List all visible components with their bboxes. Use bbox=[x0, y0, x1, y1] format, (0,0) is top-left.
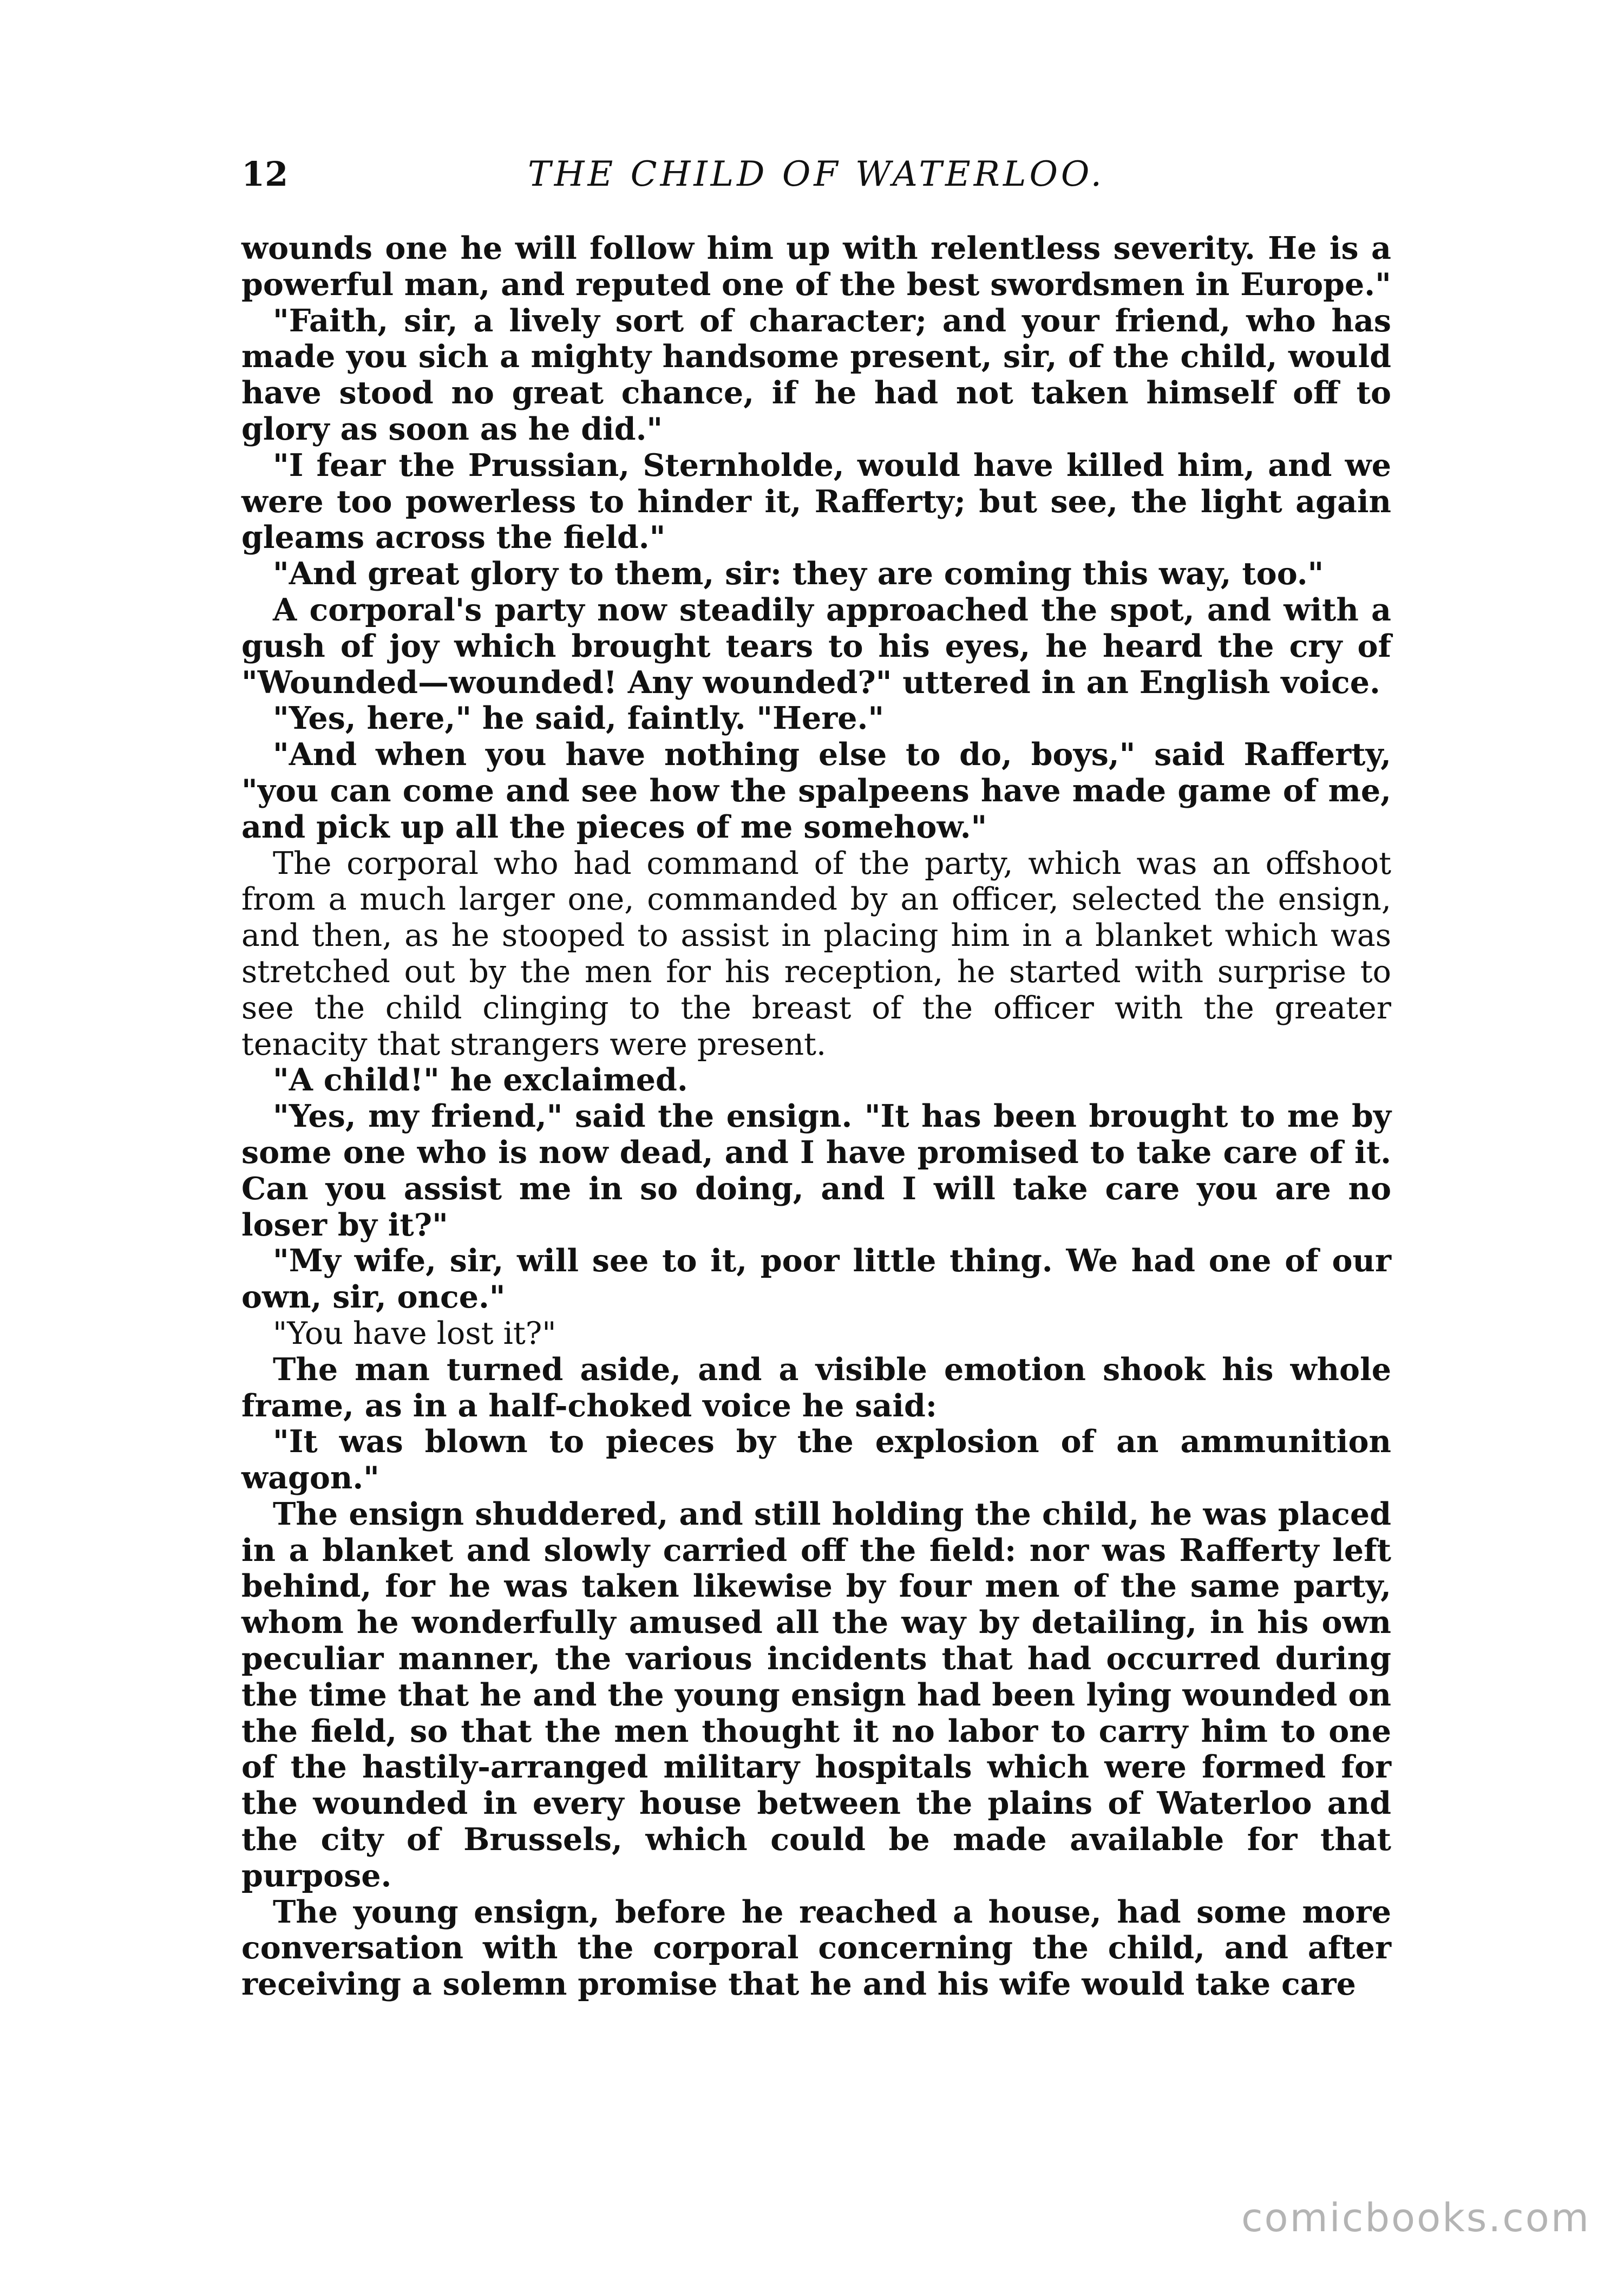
running-title: THE CHILD OF WATERLOO. bbox=[528, 154, 1105, 194]
body-text bbox=[241, 231, 1391, 2003]
paragraph: "Yes, my friend," said the ensign. "It has been brought to me by some one who is now dead, and I have promised to take care of it. Can you assist me in so doing, and I will take care you are no loser by it?" bbox=[241, 1098, 1391, 1243]
page-number: 12 bbox=[241, 154, 289, 194]
paragraph: The man turned aside, and a visible emotion shook his whole frame, as in a half-choked voice he said: bbox=[241, 1351, 1391, 1424]
paragraph: "It was blown to pieces by the explosion of an ammunition wagon." bbox=[241, 1423, 1391, 1497]
paragraph: The ensign shuddered, and still holding the child, he was placed in a blanket and slowly carried off the field: nor was Rafferty left behind, for he was taken likewise by four men of the same party, whom he wonderfully amused all the way by detailing, in his own peculiar manner, the various incidents that had occurred during the time that he and the young ensign had been lying wounded on the field, so that the men thought it no labor to carry him to one of the hastily-arranged military hospitals which were formed for the wounded in every house between the plains of Waterloo and the city of Brussels, which could be made available for that purpose. bbox=[241, 1495, 1391, 1894]
paragraph: "A child!" he exclaimed. bbox=[273, 1062, 688, 1099]
paragraph: "My wife, sir, will see to it, poor little thing. We had one of our own, sir, once." bbox=[241, 1243, 1391, 1316]
paragraph: A corporal's party now steadily approached the spot, and with a gush of joy which brought tears to his eyes, he heard the cry of "Wounded—wounded! Any wounded?" uttered in an English voice. bbox=[241, 591, 1391, 701]
paragraph: The young ensign, before he reached a house, had some more conversation with the corporal concerning the child, and after receiving a solemn promise that he and his wife would take care bbox=[241, 1893, 1391, 2003]
paragraph: "You have lost it?" bbox=[273, 1315, 556, 1351]
page-header bbox=[241, 147, 1391, 201]
paragraph: wounds one he will follow him up with relentless severity. He is a powerful man, and reputed one of the best swordsmen in Europe." bbox=[241, 230, 1391, 303]
paragraph: "And great glory to them, sir: they are coming this way, too." bbox=[273, 556, 1324, 592]
paragraph: "I fear the Prussian, Sternholde, would have killed him, and we were too powerless to hinder it, Rafferty; but see, the light again gleams across the field." bbox=[241, 447, 1391, 556]
paragraph: "And when you have nothing else to do, boys," said Rafferty, "you can come and see how the spalpeens have made game of me, and pick up all the pieces of me somehow." bbox=[241, 736, 1391, 845]
paragraph: "Faith, sir, a lively sort of character; and your friend, who has made you sich a mighty handsome present, sir, of the child, would have stood no great chance, if he had not taken himself off to glory as soon as he did." bbox=[241, 302, 1391, 447]
watermark: comicbooks.com bbox=[1241, 2195, 1590, 2240]
paragraph: "Yes, here," he said, faintly. "Here." bbox=[273, 700, 885, 737]
paragraph: The corporal who had command of the party, which was an offshoot from a much larger one, commanded by an officer, selected the ensign, and then, as he stooped to assist in placing him in a blanket which was stretched out by the men for his reception, he started with surprise to see the child clinging to the breast of the officer with the greater tenacity that strangers were present. bbox=[241, 845, 1391, 1062]
